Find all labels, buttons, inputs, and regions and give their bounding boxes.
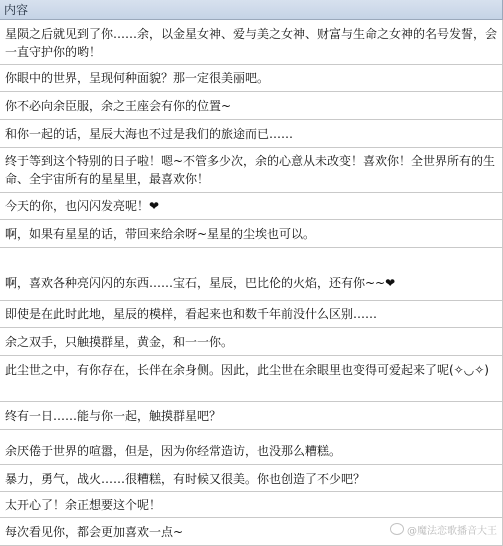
table-row: 你不必向余臣服，余之王座会有你的位置~	[0, 92, 503, 120]
weibo-logo-icon	[390, 523, 404, 535]
column-header-content: 内容	[0, 0, 503, 20]
table-row: 今天的你，也闪闪发亮呢！❤	[0, 193, 503, 220]
table-row: 余厌倦于世界的喧嚣，但是，因为你经常造访，也没那么糟糕。	[0, 430, 503, 465]
table-row: 太开心了！余正想要这个呢！	[0, 492, 503, 518]
table-row: 每次看见你，都会更加喜欢一点~	[0, 518, 503, 546]
table-body	[0, 20, 503, 546]
table-row: 暴力，勇气，战火……很糟糕，有时候又很美。你也创造了不少吧？	[0, 465, 503, 492]
table-row: 啊，喜欢各种亮闪闪的东西……宝石，星辰，巴比伦的火焰，还有你~~❤	[0, 248, 503, 301]
watermark	[390, 522, 497, 537]
table-row: 终于等到这个特别的日子啦！嗯~不管多少次，余的心意从未改变！喜欢你！全世界所有的生命、全宇宙所有的星星里，最喜欢你！	[0, 148, 503, 193]
watermark-text: @魔法恋歌播音大王	[407, 526, 497, 537]
table-row: 即使是在此时此地，星辰的模样，看起来也和数千年前没什么区别……	[0, 301, 503, 328]
table-row: 啊，如果有星星的话，带回来给余呀~星星的尘埃也可以。	[0, 220, 503, 248]
table-row: 和你一起的话，星辰大海也不过是我们的旅途而已……	[0, 120, 503, 148]
table-row: 余之双手，只触摸群星，黄金，和一一你。	[0, 328, 503, 356]
table-row: 星陨之后就见到了你……余，以金星女神、爱与美之女神、财富与生命之女神的名号发誓，会一直守护你的哟！	[0, 20, 503, 65]
table-row: 你眼中的世界，呈现何种面貌？那一定很美丽吧。	[0, 65, 503, 92]
table-row: 终有一日……能与你一起，触摸群星吧？	[0, 402, 503, 430]
table-row: 此尘世之中，有你存在，长伴在余身侧。因此，此尘世在余眼里也变得可爱起来了呢(✧◡✧)	[0, 356, 503, 402]
